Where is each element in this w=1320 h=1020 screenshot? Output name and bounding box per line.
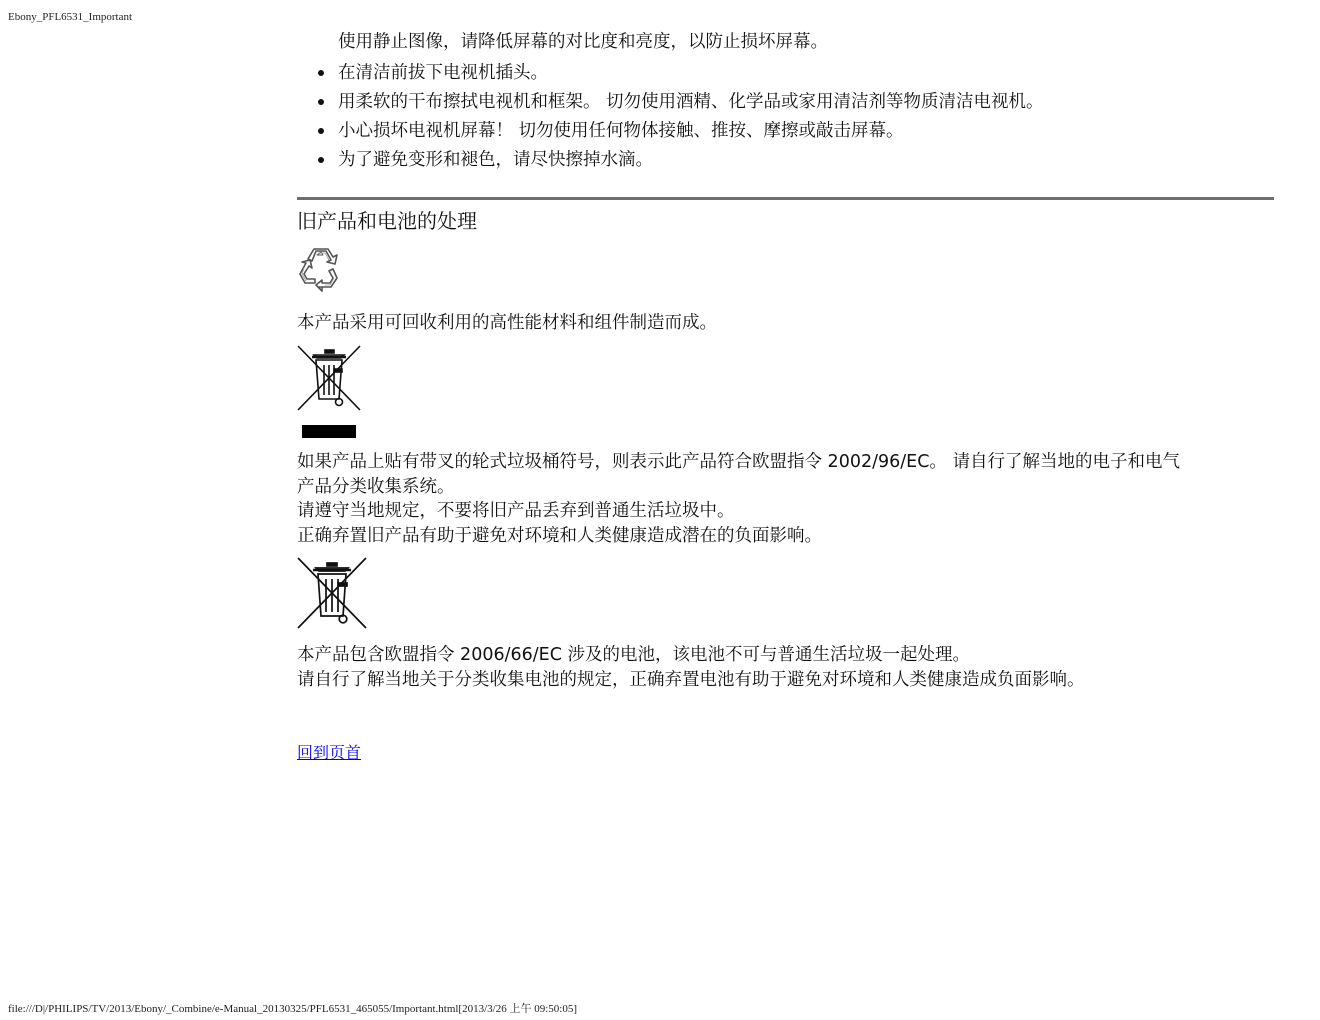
care-tip-continued-line: 使用静止图像，请降低屏幕的对比度和亮度，以防止损坏屏幕。 [338, 32, 828, 52]
section-title: 旧产品和电池的处理 [297, 209, 477, 233]
weee-bar-marker [302, 425, 356, 438]
bullet-icon [318, 128, 324, 134]
print-header-title: Ebony_PFL6531_Important [8, 11, 133, 23]
recycle-icon [297, 247, 345, 297]
battery-crossed-bin-icon [297, 557, 367, 629]
list-item [297, 88, 1044, 117]
section-divider [297, 197, 1274, 200]
list-item [297, 146, 1044, 175]
list-item [297, 59, 1044, 88]
care-tip-text: 用柔软的干布擦拭电视机和框架。 切勿使用酒精、化学品或家用清洁剂等物质清洁电视机。 [338, 92, 1044, 112]
weee-text-line: 正确弃置旧产品有助于避免对环境和人类健康造成潜在的负面影响。 [297, 525, 822, 546]
bullet-icon [318, 70, 324, 76]
battery-text-line: 本产品包含欧盟指令 2006/66/EC 涉及的电池，该电池不可与普通生活垃圾一起处理。 [297, 645, 970, 665]
care-tip-text: 在清洁前拔下电视机插头。 [338, 63, 548, 83]
bullet-icon [318, 99, 324, 105]
list-item [297, 117, 1044, 146]
care-tips-list [297, 59, 1044, 175]
back-to-top-link[interactable]: 回到页首 [297, 743, 362, 762]
weee-text-line: 请遵守当地规定，不要将旧产品丢弃到普通生活垃圾中。 [297, 501, 735, 521]
print-footer-path: file:///D|/PHILIPS/TV/2013/Ebony/_Combine/e-Manual_20130325/PFL6531_465055/Important.html[2013/3/26 上午 09:50:05] [8, 1003, 577, 1015]
bullet-icon [318, 157, 324, 163]
weee-text-line: 如果产品上贴有带叉的轮式垃圾桶符号，则表示此产品符合欧盟指令 2002/96/EC。 请自行了解当地的电子和电气 [297, 452, 1180, 472]
care-tip-text: 小心损坏电视机屏幕！ 切勿使用任何物体接触、推按、摩擦或敲击屏幕。 [338, 121, 904, 141]
recycle-text: 本产品采用可回收利用的高性能材料和组件制造而成。 [297, 313, 717, 333]
crossed-wheelie-bin-icon [297, 345, 361, 411]
weee-paragraph [297, 450, 1274, 548]
battery-paragraph [297, 643, 1085, 692]
battery-text-line: 请自行了解当地关于分类收集电池的规定，正确弃置电池有助于避免对环境和人类健康造成负面影响。 [297, 669, 1085, 690]
care-tip-text: 为了避免变形和褪色，请尽快擦掉水滴。 [338, 150, 653, 170]
weee-text-line: 产品分类收集系统。 [297, 476, 455, 497]
